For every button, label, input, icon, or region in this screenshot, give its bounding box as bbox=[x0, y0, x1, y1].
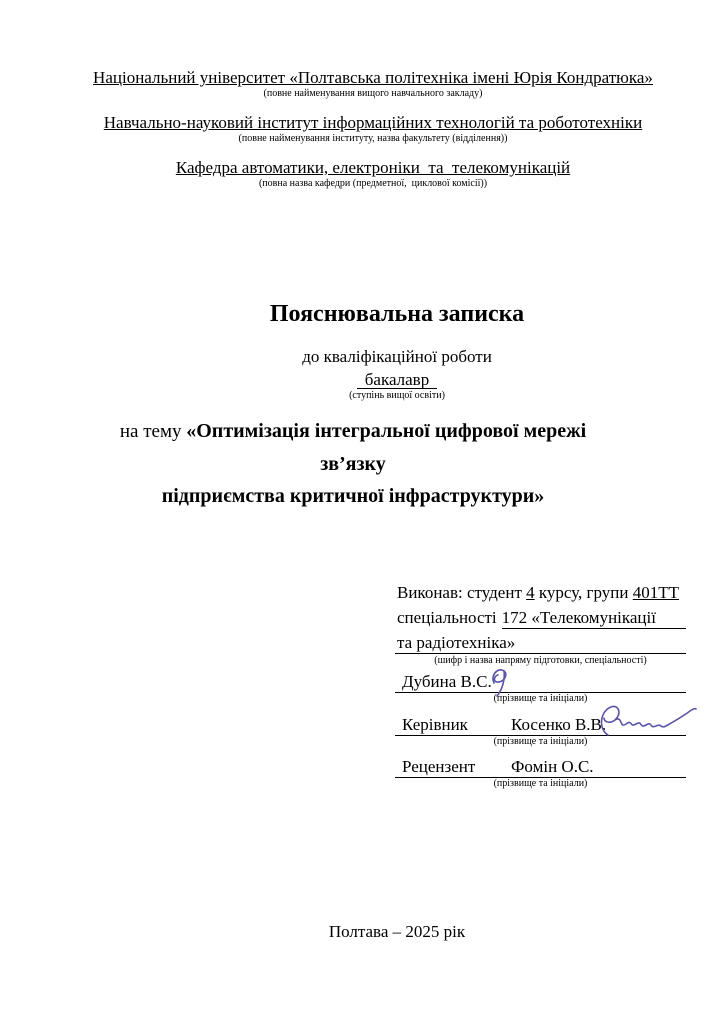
performed-prefix: Виконав: студент bbox=[397, 583, 527, 602]
speciality-caption: (шифр і назва напряму підготовки, спеціальності) bbox=[434, 655, 647, 666]
department-name-caption: (повна назва кафедри (предметної, циклової комісії)) bbox=[258, 178, 488, 189]
reviewer-name: Фомін О.С. bbox=[511, 757, 594, 776]
performed-mid: курсу, групи bbox=[534, 583, 633, 602]
degree-caption: (ступінь вищої освіти) bbox=[349, 390, 445, 401]
title-block bbox=[110, 301, 684, 512]
supervisor-label: Керівник bbox=[402, 715, 468, 734]
theme-line2: підприємства критичної інфраструктури» bbox=[161, 485, 545, 507]
degree-value: бакалавр bbox=[357, 372, 437, 389]
student-name-caption: (прізвище та ініціали) bbox=[493, 693, 588, 704]
university-header bbox=[58, 67, 688, 202]
university-name-caption: (повне найменування вищого навчального закладу) bbox=[263, 88, 483, 99]
university-name: Національний університет «Полтавська політехніка імені Юрія Кондратюка» bbox=[93, 68, 653, 87]
degree-line bbox=[110, 372, 684, 390]
theme-line1: «Оптимізація інтегральної цифрової мережі зв’язку bbox=[186, 420, 587, 475]
document-subtitle: до кваліфікаційної роботи bbox=[302, 347, 492, 366]
supervisor-signature-row bbox=[395, 715, 686, 736]
department-name: Кафедра автоматики, електроніки та телекомунікацій bbox=[175, 158, 571, 177]
speciality-label: спеціальності bbox=[397, 608, 497, 627]
document-title: Пояснювальна записка bbox=[269, 301, 525, 327]
reviewer-label: Рецензент bbox=[402, 757, 476, 776]
executor-block bbox=[395, 583, 686, 790]
speciality-value-line1: 172 «Телекомунікації bbox=[502, 608, 686, 629]
theme-prefix: на тему bbox=[119, 421, 187, 442]
supervisor-name: Косенко В.В. bbox=[511, 715, 607, 734]
performed-by-line bbox=[395, 583, 686, 603]
city-year-footer: Полтава – 2025 рік bbox=[328, 922, 466, 941]
institute-name-caption: (повне найменування інституту, назва факультету (відділення)) bbox=[238, 133, 508, 144]
speciality-line bbox=[395, 608, 686, 629]
thesis-theme bbox=[110, 415, 596, 512]
group-number: 401ТТ bbox=[632, 583, 680, 602]
course-number: 4 bbox=[526, 583, 535, 602]
reviewer-signature-row bbox=[395, 757, 686, 778]
speciality-value-line2: та радіотехніка» bbox=[395, 633, 686, 654]
reviewer-name-caption: (прізвище та ініціали) bbox=[493, 778, 588, 789]
student-signature-row bbox=[395, 672, 686, 693]
institute-name: Навчально-науковий інститут інформаційних технологій та робототехніки bbox=[103, 113, 643, 132]
student-name: Дубина В.С. bbox=[402, 672, 492, 691]
supervisor-name-caption: (прізвище та ініціали) bbox=[493, 736, 588, 747]
